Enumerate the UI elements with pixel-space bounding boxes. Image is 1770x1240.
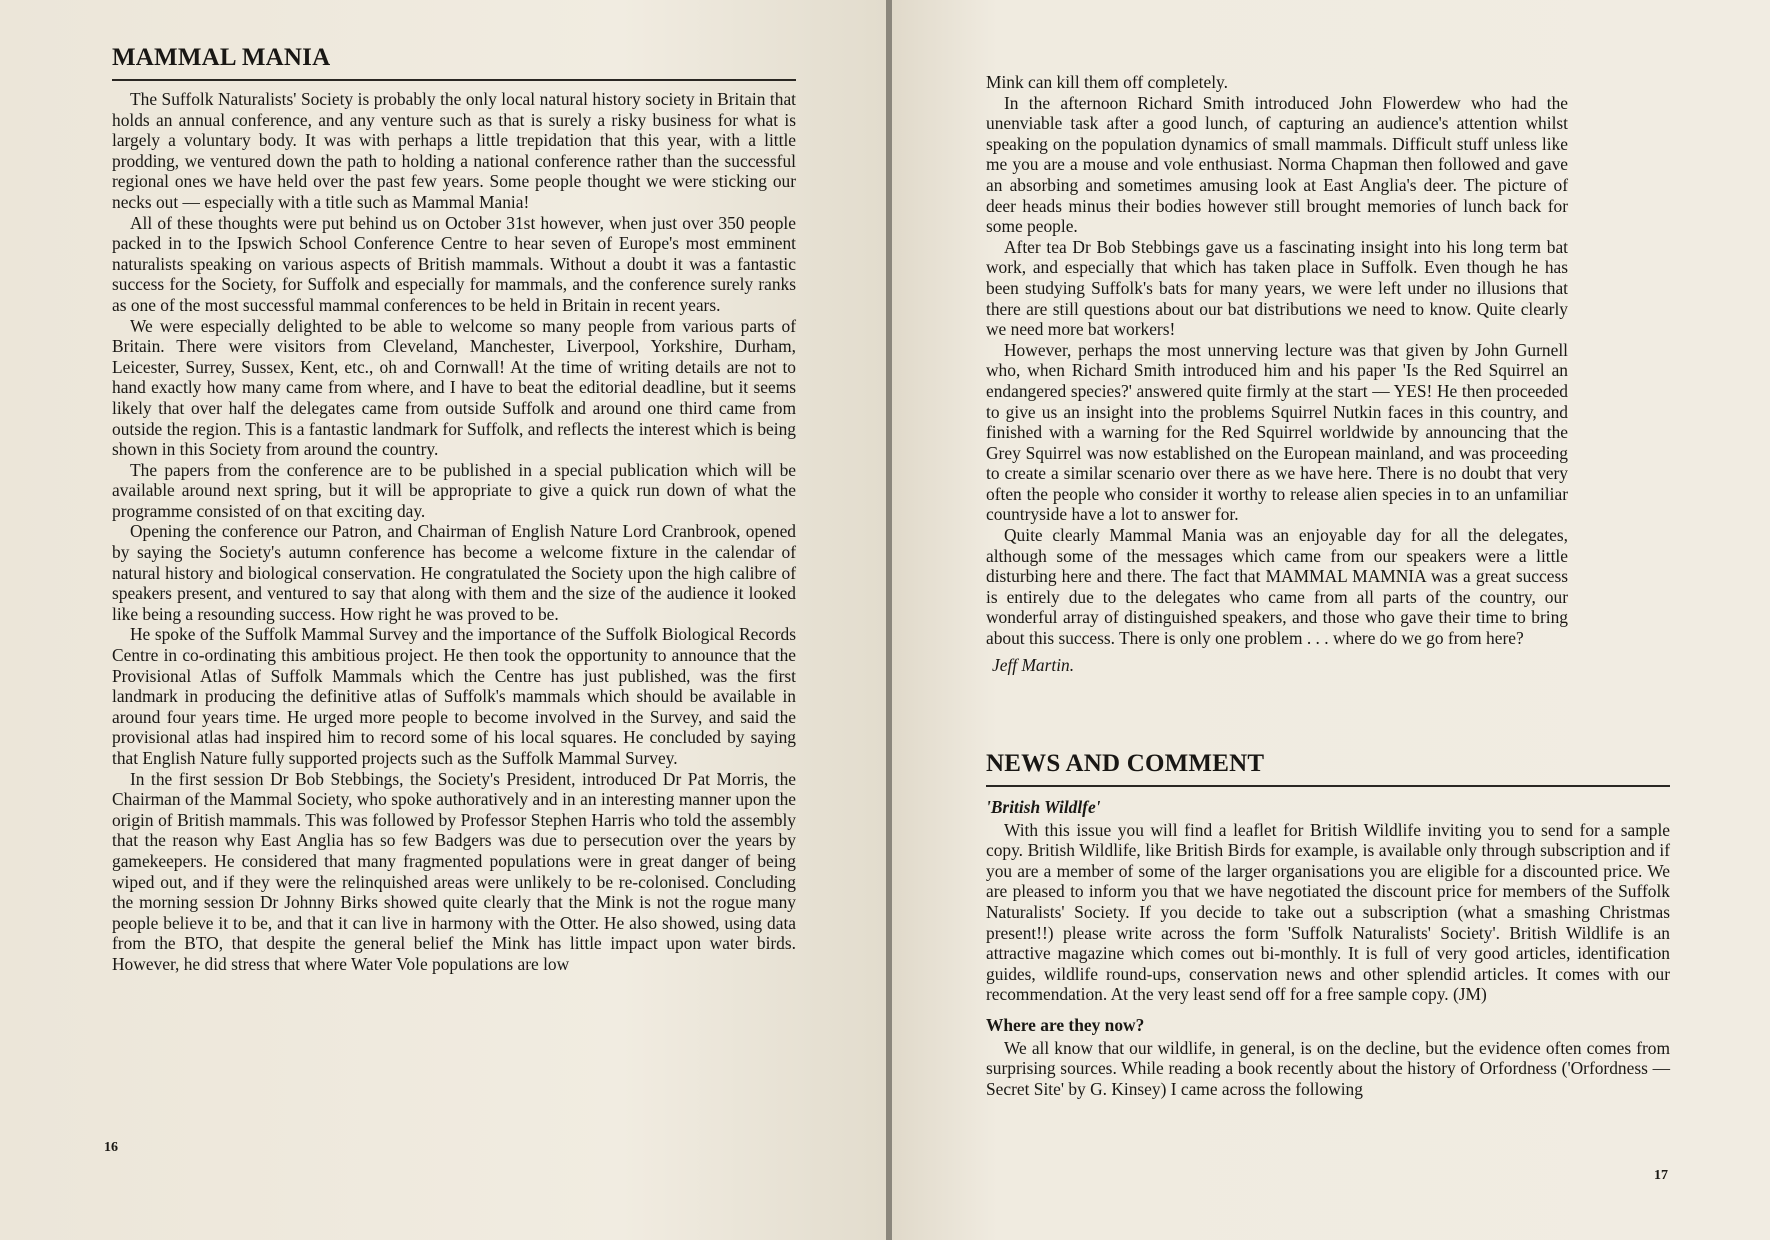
paragraph: We were especially delighted to be able to welcome so many people from various parts of Britain. There were visitors from Cleveland, Manchester, Liverpool, Yorkshire, Durham, Leicester, Surrey, Sussex, Kent, etc., oh and Cornwall! At the time of writing details are not to hand exactly how many came from where, and I have to beat the editorial deadline, but it seems likely that over half the delegates came from outside Suffolk and around one third came from outside the region. This is a fantastic landmark for Suffolk, and reflects the interest which is being shown in this Society from around the country. (112, 315, 796, 460)
continued-text: Mink can kill them off completely. (986, 72, 1228, 92)
author-signature: Jeff Martin. (992, 654, 1075, 675)
news-item-text: We all know that our wildlife, in general, is on the decline, but the evidence often comes from surprising sources. While reading a book recently about the history of Orfordness ('Orfordness — Secret Site' by G. Kinsey) I came across the following (986, 1037, 1670, 1099)
paragraph: All of these thoughts were put behind us on October 31st however, when just over 350 people packed in to the Ipswich School Conference Centre to hear seven of Europe's most emminent naturalists speaking on various aspects of British mammals. Without a doubt it was a fantastic success for the Society, for Suffolk and especially for mammals, and the conference surely ranks as one of the most successful mammal conferences to be held in Britain in recent years. (112, 212, 796, 315)
paragraph: Opening the conference our Patron, and Chairman of English Nature Lord Cranbrook, opened by saying the Society's autumn conference has become a welcome fixture in the calendar of natural history and biological conservation. He congratulated the Society upon the high calibre of speakers present, and ventured to say that along with them and the size of the audience it looked like being a resounding success. How right he was proved to be. (112, 521, 796, 624)
left-column (112, 44, 796, 975)
paragraph: He spoke of the Suffolk Mammal Survey and the importance of the Suffolk Biological Records Centre in co-ordinating this ambitious project. He then took the opportunity to announce that the Provisional Atlas of Suffolk Mammals which the Centre has just published, was the first landmark in producing the definitive atlas of Suffolk's mammals which should be available in around four years time. He urged more people to become involved in the Survey, and said the provisional atlas had inspired him to record some of his local squares. He concluded by saying that English Nature fully supported projects such as the Suffolk Mammal Survey. (112, 624, 796, 768)
right-column (986, 72, 1568, 675)
news-item-title: Where are they now? (986, 1014, 1145, 1035)
article-heading: MAMMAL MANIA (112, 44, 331, 71)
paragraph: The papers from the conference are to be published in a special publication which will be available around next spring, but it will be appropriate to give a quick run down of what the programme consisted of on that exciting day. (112, 459, 796, 521)
paragraph: However, perhaps the most unnerving lecture was that given by John Gurnell who, when Richard Smith introduced him and his paper 'Is the Red Squirrel an endangered species?' answered quite firmly at the start — YES! He then proceeded to give us an insight into the problems Squirrel Nutkin faces in this country, and finished with a warning for the Red Squirrel worldwide by announcing that the Grey Squirrel was now established on the European mainland, and was proceeding to create a similar scenario over there as we have here. There is no doubt that very often the people who consider it worthy to release alien species in to an unfamiliar countryside have a lot to answer for. (986, 339, 1568, 525)
paragraph: In the afternoon Richard Smith introduced John Flowerdew who had the unenviable task after a good lunch, of capturing an audience's attention whilst speaking on the population dynamics of small mammals. Difficult stuff unless like me you are a mouse and vole enthusiast. Norma Chapman then followed and gave an absorbing and sometimes amusing look at East Anglia's deer. The picture of deer heads minus their bodies however still brought memories of lunch back for some people. (986, 92, 1568, 237)
heading-rule (112, 79, 796, 81)
news-item-text: With this issue you will find a leaflet for British Wildlife inviting you to send for a sample copy. British Wildlife, like British Birds for example, is available only through subscription and if you are a member of some of the larger organisations you are eligible for a discounted price. We are pleased to inform you that we have negotiated the discount price for members of the Suffolk Naturalists' Society. If you decide to take out a subscription (what a smashing Christmas present!!) please write across the form 'Suffolk Naturalists' Society'. British Wildlife is an attractive magazine which comes out bi-monthly. It is full of very good articles, identification guides, wildlife round-ups, conservation news and other splendid articles. It comes with our recommendation. At the very least send off for a free sample copy. (JM) (986, 819, 1670, 1005)
paragraph: Quite clearly Mammal Mania was an enjoyable day for all the delegates, although some of the messages which came from our speakers were a little disturbing here and there. The fact that MAMMAL MAMNIA was a great success is entirely due to the delegates who came from all parts of the country, our wonderful array of distinguished speakers, and those who gave their time to bring about this success. There is only one problem . . . where do we go from here? (986, 525, 1568, 649)
paragraph: After tea Dr Bob Stebbings gave us a fascinating insight into his long term bat work, and especially that which has taken place in Suffolk. Even though he has been studying Suffolk's bats for many years, we were left under no illusions that there are still questions about our bat distributions we need to know. Quite clearly we need more bat workers! (986, 236, 1568, 340)
section-heading: NEWS AND COMMENT (986, 750, 1265, 777)
heading-rule (986, 785, 1670, 787)
right-page (892, 0, 1770, 1240)
page-number: 17 (1654, 1168, 1668, 1183)
news-item-title: 'British Wildlfe' (986, 797, 1101, 817)
paragraph: The Suffolk Naturalists' Society is probably the only local natural history society in Britain that holds an annual conference, and any venture such as that is surely a risky business for what is largely a voluntary body. It was with perhaps a little trepidation that this year, with a little prodding, we ventured down the path to holding a national conference rather than the successful regional ones we have held over the past few years. Some people thought we were sticking our necks out — especially with a title such as Mammal Mania! (112, 89, 796, 212)
page-number: 16 (104, 1140, 118, 1155)
news-section (986, 750, 1670, 1099)
paragraph: In the first session Dr Bob Stebbings, the Society's President, introduced Dr Pat Morris, the Chairman of the Mammal Society, who spoke authoratively and in an interesting manner upon the origin of British mammals. This was followed by Professor Stephen Harris who told the assembly that the reason why East Anglia has so few Badgers was due to persecution over the years by gamekeepers. He considered that many fragmented populations were in great danger of being wiped out, and if they were the relinquished areas were unlikely to be re-colonised. Concluding the morning session Dr Johnny Birks showed quite clearly that the Mink is not the rogue many people believe it to be, and that it can live in harmony with the Otter. He also showed, using data from the BTO, that despite the general belief the Mink has little impact upon water birds. However, he did stress that where Water Vole populations are low (112, 768, 796, 974)
